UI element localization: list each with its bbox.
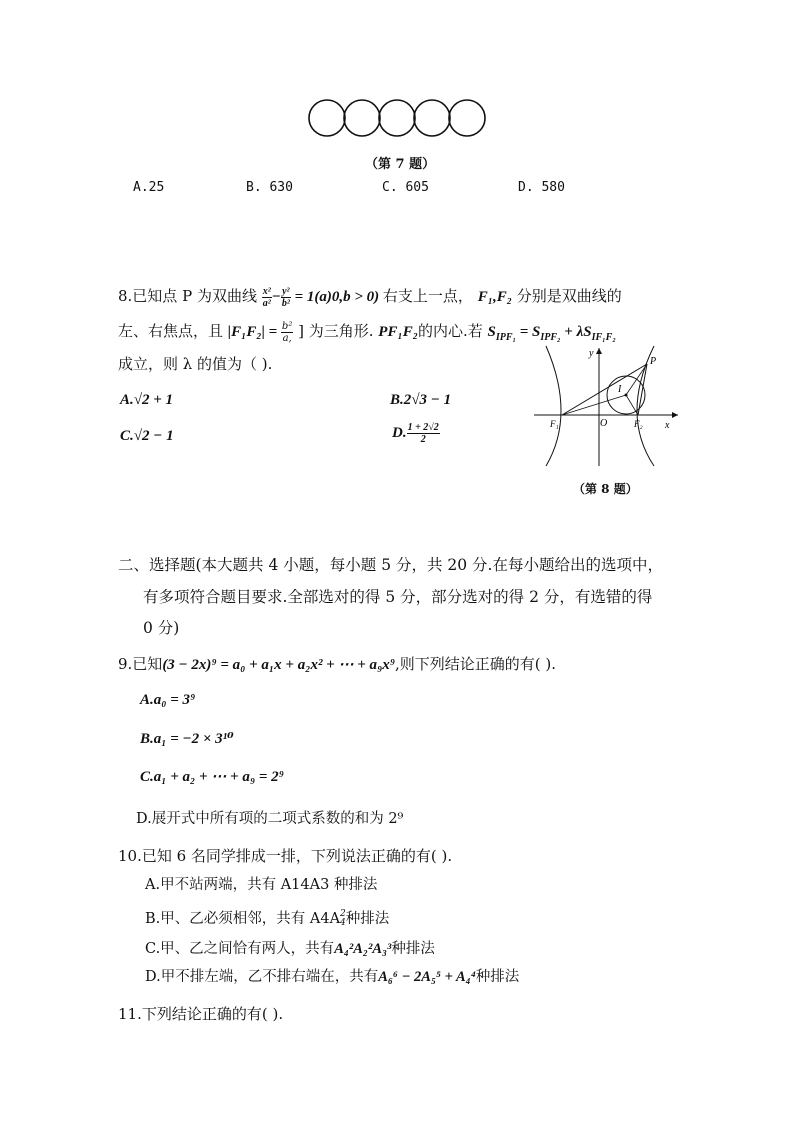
q8-suffix: 分别是双曲线的 [516,287,622,305]
q7-circle-3 [379,100,415,136]
q9-stem: 9.已知(3 − 2x)⁹ = a₀ + a₁x + a₂x² + ⋯ + a₉x⁹,则下列结论正确的有( ). [118,655,556,673]
q8-line-2: 左、右焦点，且 |F₁F₂| = $\frac{\text{b²}}{a,}$ ] 为三角形. PF₁F₂的内心.若 $S_{IPF_1} = S_{IPF_2} + \lambda S_{IF_1F_2}$ [118,320,616,344]
q10-option-d: D.甲不排左端，乙不排右端在，共有A₆⁶ − 2A₅⁵ + A₄⁴种排法 [145,969,520,985]
q7-caption: （第 7 题） [365,157,436,172]
q7-circles-figure [305,96,490,142]
q8-mid: 右支上一点， [382,287,473,305]
q8-hyperbola-eq: $\frac{\text{x²}}{\text{a²}}$ − $\frac{\text{y²}}{\text{b²}}$ = 1(a)0,b > 0) [262,286,380,310]
section2-line-3: 0 分) [143,619,180,637]
q7-option-c: C. 605 [382,180,429,195]
q8-figure-caption: （第 8 题） [573,482,638,496]
q8-option-d: D. $\frac{1 + 2√2}{2}$ [392,422,439,445]
q8-fig-label-p: P [650,356,657,367]
q9-expansion: (3 − 2x)⁹ = a₀ + a₁x + a₂x² + ⋯ + a₉x⁹ [162,657,395,673]
q8-fig-label-f2: F₂ [634,419,643,429]
q9-option-c: C.a₁ + a₂ + ⋯ + a₉ = 2⁹ [140,769,284,785]
q8-hyperbola-figure [532,342,684,470]
q7-option-a: A.25 [133,180,165,195]
q7-circle-2 [344,100,380,136]
q10-option-b: B.甲、乙必须相邻，共有 A4A 2 4 种排法 [145,909,390,928]
q8-option-c: C.√2 − 1 [120,428,174,444]
q10-option-c: C.甲、乙之间恰有两人，共有A₄²A₂²A₃³种排法 [145,941,435,957]
q8-fig-label-y: y [589,348,594,359]
q8-abs-f1f2: |F₁F₂| = [227,324,281,340]
q9-option-d: D.展开式中所有项的二项式系数的和为 2⁹ [136,811,404,827]
q11-stem: 11.下列结论正确的有( ). [118,1005,284,1023]
section2-line-1: 二、选择题(本大题共 4 小题，每小题 5 分，共 20 分.在每小题给出的选项中， [118,556,663,574]
q8-fig-label-i: I [618,384,622,395]
q8-fig-label-o: O [600,418,608,429]
q7-circle-4 [414,100,450,136]
q8-triangle: PF₁F₂ [378,324,418,340]
q8-prefix: 8.已知点 P 为双曲线 [118,287,257,305]
q7-circle-1 [309,100,345,136]
q8-line-3: 成立，则 λ 的值为（ ). [118,355,273,373]
q8-area-equation: $S_{IPF_1} = S_{IPF_2} + \lambda S_{IF_1F_2}$ [487,324,616,343]
q8-option-b: B.2√3 − 1 [390,392,452,408]
q10-stem: 10.已知 6 名同学排成一排，下列说法正确的有( ). [118,847,453,865]
q7-circle-5 [449,100,485,136]
q9-option-a: A.a₀ = 3⁹ [140,692,196,708]
q8-fig-label-x: x [665,420,670,431]
q8-foci: F₁,F₂ [477,289,512,305]
q9-option-b: B.a₁ = −2 × 3¹⁰ [140,731,234,747]
q7-option-b: B. 630 [246,180,293,195]
q7-option-d: D. 580 [518,180,565,195]
q8-fig-label-f1: F₁ [550,419,559,429]
q10-option-a: A.甲不站两端，共有 A14A3 种排法 [145,877,378,893]
q8-line-1 [118,285,622,309]
section2-line-2: 有多项符合题目要求.全部选对的得 5 分，部分选对的得 2 分，有选错的得 [143,588,653,606]
q8-option-a: A.√2 + 1 [120,392,174,408]
